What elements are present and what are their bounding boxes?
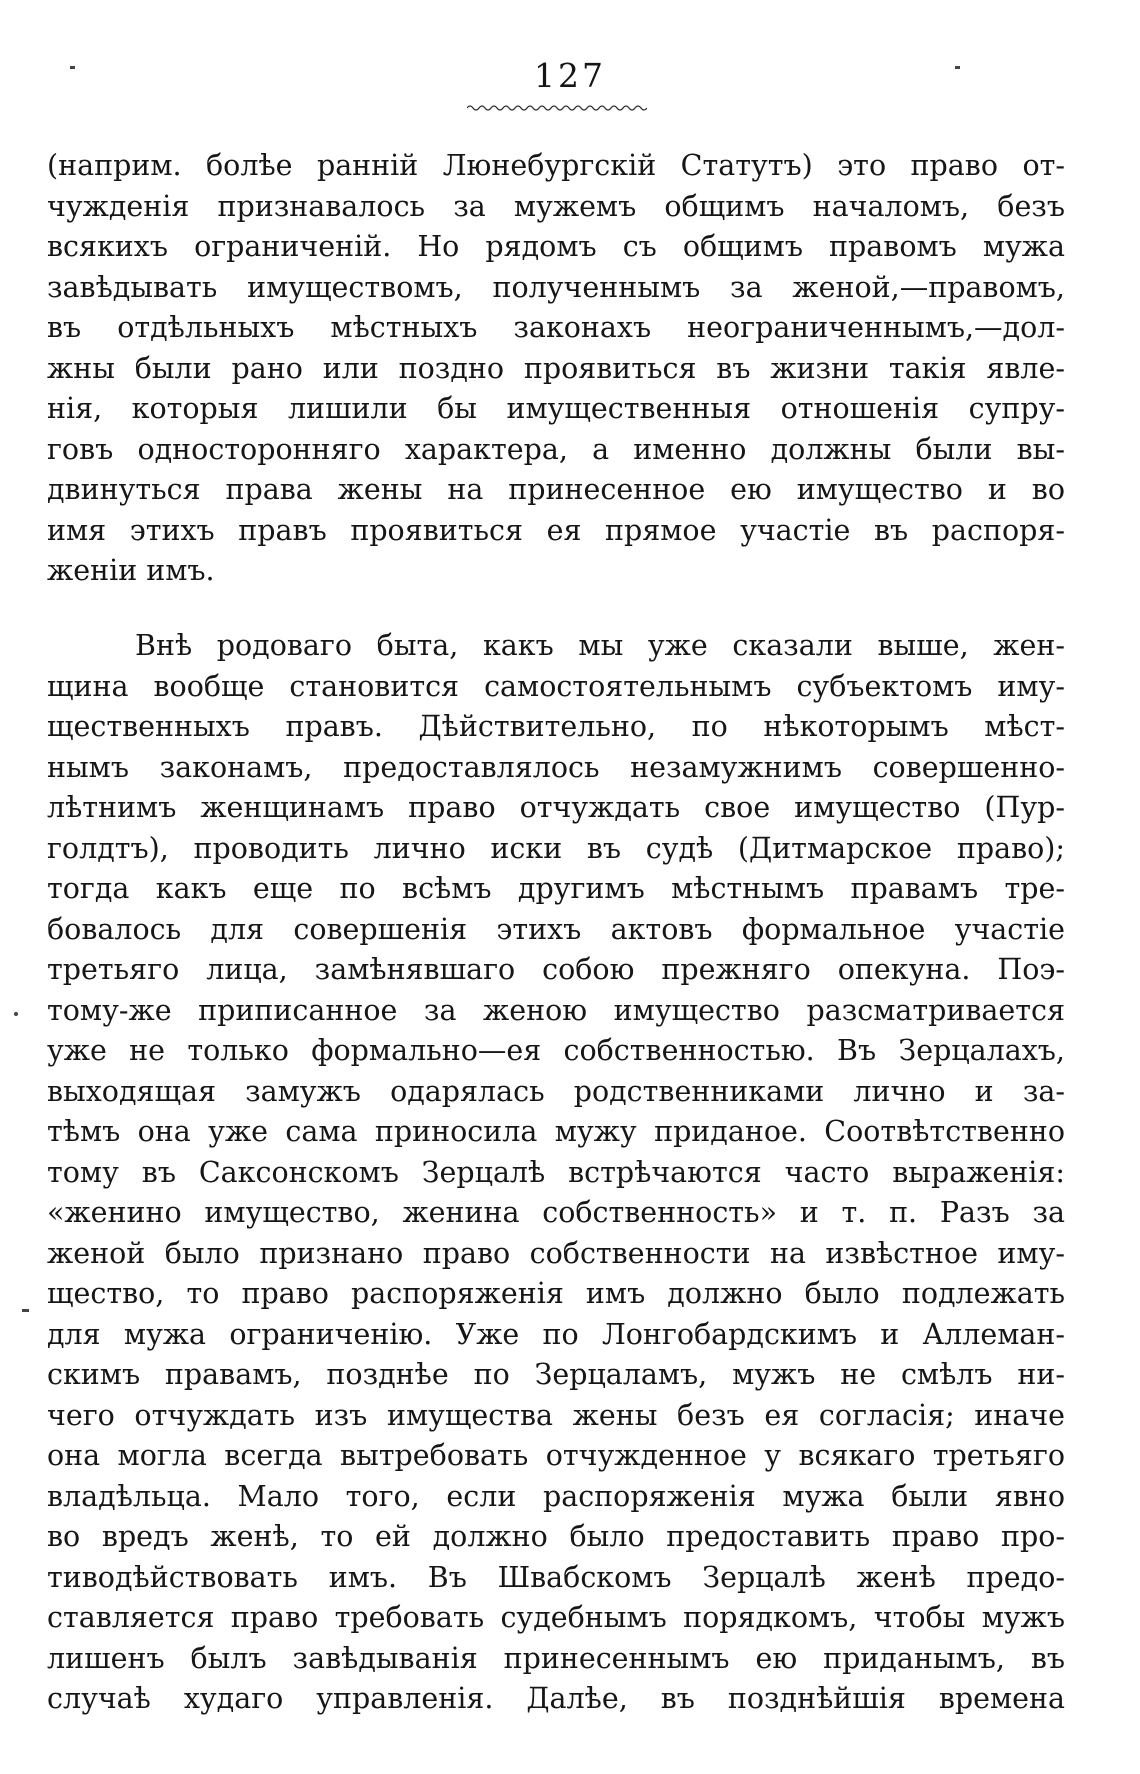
text-line: чего отчуждать изъ имущества жены безъ ея согласія; иначе [47,1398,1065,1432]
wavy-rule-ornament [467,103,647,113]
text-line: (наприм. болѣе ранній Люнебургскій Статутъ) это право от- [47,149,1065,182]
margin-speck-mark [14,1012,18,1016]
margin-speck-mark [70,66,75,69]
text-line: имя этихъ правъ проявиться ея прямое участіе въ распоря- [47,513,1065,547]
margin-speck-mark [955,66,960,69]
text-line: щина вообще становится самостоятельнымъ субъектомъ иму- [47,669,1065,703]
text-line: тиводѣйствовать имъ. Въ Швабскомъ Зерцалѣ женѣ предо- [47,1560,1065,1594]
text-line: въ отдѣльныхъ мѣстныхъ законахъ неограниченнымъ,—дол- [47,311,1065,344]
text-line: щественныхъ правъ. Дѣйствительно, по нѣкоторымъ мѣст- [47,710,1065,743]
text-line: голдтъ), проводить лично иски въ судѣ (Дитмарское право); [47,831,1065,865]
text-line: двинуться права жены на принесенное ею имущество и во [47,473,1065,506]
paragraph-1 [47,146,1065,592]
text-line: владѣльца. Мало того, если распоряженія мужа были явно [47,1479,1065,1513]
text-line: бовалось для совершенія этихъ актовъ формальное участіе [47,912,1065,946]
text-line: всякихъ ограниченій. Но рядомъ съ общимъ правомъ мужа [47,230,1065,263]
text-line: нія, которыя лишили бы имущественныя отношенія супру- [47,392,1065,425]
text-line: лѣтнимъ женщинамъ право отчуждать свое имущество (Пур- [47,791,1065,824]
text-line: жны были рано или поздно проявиться въ жизни такія явле- [47,351,1065,385]
text-line: женіи имъ. [47,554,215,587]
text-line: тогда какъ еще по всѣмъ другимъ мѣстнымъ правамъ тре- [47,872,1065,905]
text-line: тѣмъ она уже сама приносила мужу приданое. Соотвѣтственно [47,1115,1065,1148]
margin-speck-mark [22,1309,29,1312]
text-line: тому въ Саксонскомъ Зерцалѣ встрѣчаются часто выраженія: [47,1155,1065,1189]
text-line: тому-же приписанное за женою имущество разсматривается [47,993,1065,1027]
text-line: завѣдывать имуществомъ, полученнымъ за женой,—правомъ, [47,270,1065,304]
paragraph-2 [47,626,1065,1720]
text-line: уже не только формально—ея собственностью. Въ Зерцалахъ, [47,1034,1065,1067]
text-line: скимъ правамъ, позднѣе по Зерцаламъ, мужъ не смѣлъ ни- [47,1358,1065,1391]
text-line: Внѣ родоваго быта, какъ мы уже сказали выше, жен- [135,629,1065,662]
page-number: 127 [534,56,606,95]
text-line: третьяго лица, замѣнявшаго собою прежняго опекуна. Поэ- [47,953,1065,986]
text-line: для мужа ограниченію. Уже по Лонгобардскимъ и Аллеман- [47,1317,1065,1351]
text-line: она могла всегда вытребовать отчужденное у всякаго третьяго [47,1439,1065,1472]
text-line: «женино имущество, женина собственность» и т. п. Разъ за [47,1196,1065,1229]
text-line: нымъ законамъ, предоставлялось незамужнимъ совершенно- [47,750,1065,784]
text-line: во вредъ женѣ, то ей должно было предоставить право про- [47,1520,1065,1553]
text-line: щество, то право распоряженія имъ должно было подлежать [47,1277,1065,1310]
text-line: лишенъ былъ завѣдыванія принесеннымъ ею приданымъ, въ [47,1641,1065,1675]
text-line: чужденія признавалось за мужемъ общимъ началомъ, безъ [47,189,1065,223]
text-line: говъ одностороннягo характера, а именно должны были вы- [47,432,1065,466]
text-line: ставляется право требовать судебнымъ порядкомъ, чтобы мужъ [47,1601,1065,1634]
text-line: выходящая замужъ одарялась родственниками лично и за- [47,1074,1065,1108]
text-line: женой было признано право собственности на извѣстное иму- [47,1236,1065,1270]
text-line: случаѣ худаго управленія. Далѣе, въ позднѣйшія времена [47,1682,1065,1715]
